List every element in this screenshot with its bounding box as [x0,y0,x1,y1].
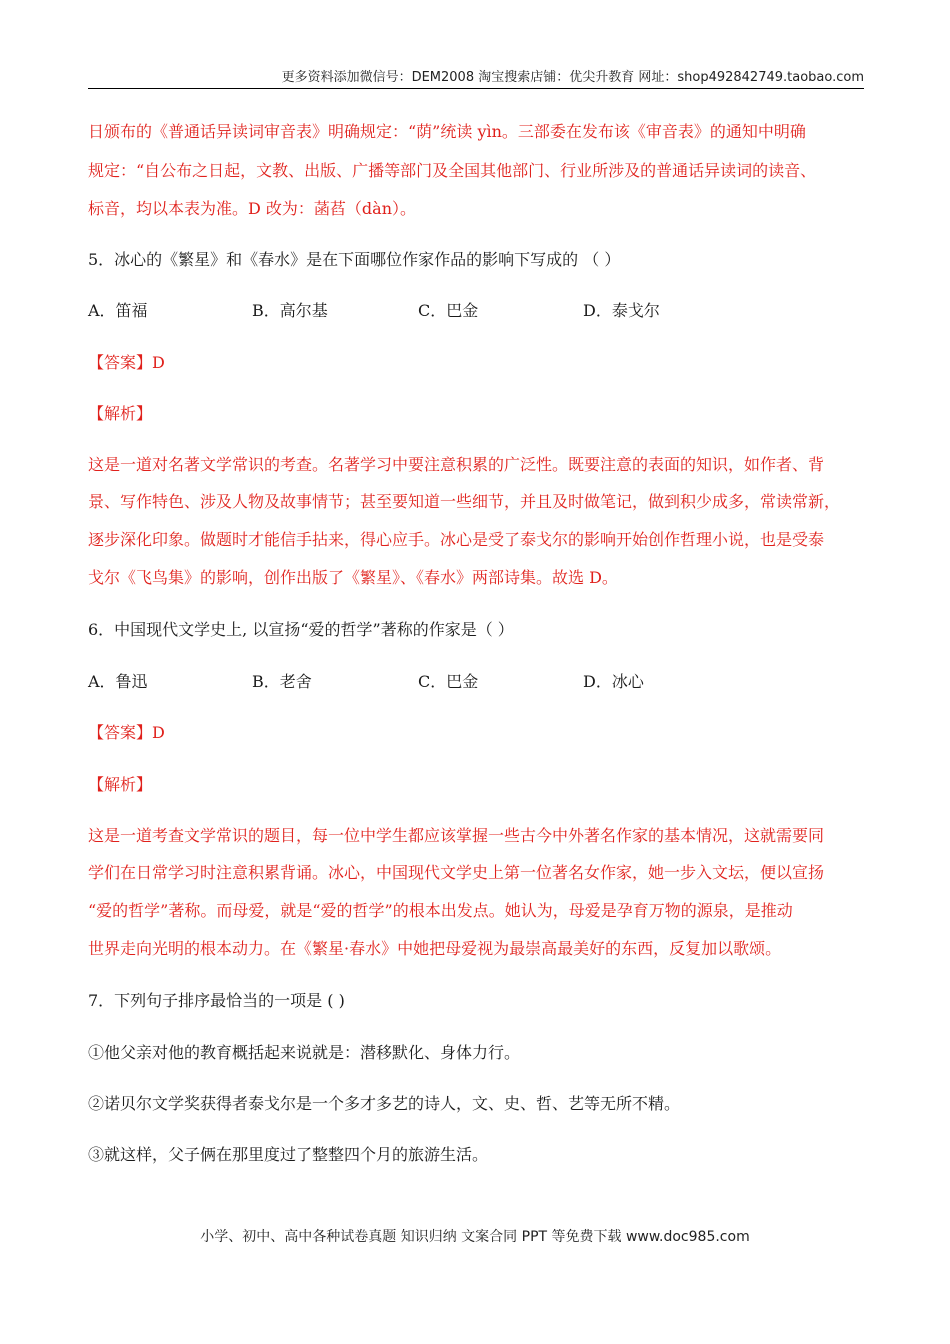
q5-answer: 【答案】D [88,353,165,372]
q6-analysis-label: 【解析】 [88,775,153,794]
page-footer: 小学、初中、高中各种试卷真题 知识归纳 文案合同 PPT 等免费下载 www.doc985.com [200,1229,750,1245]
q5-analysis-line: 戈尔《飞鸟集》的影响，创作出版了《繁星》、《春水》两部诗集。故选 D。 [88,568,618,587]
q5-option-c: C．巴金 [418,301,479,320]
q6-analysis-line: “爱的哲学”著称。而母爱，就是“爱的哲学”的根本出发点。她认为，母爱是孕育万物的源泉，是推动 [88,901,793,920]
q7-sentence: ②诺贝尔文学奖获得者泰戈尔是一个多才多艺的诗人，文、史、哲、艺等无所不精。 [88,1094,681,1113]
q5-analysis-line: 逐步深化印象。做题时才能信手拈来，得心应手。冰心是受了泰戈尔的影响开始创作哲理小说，也是受泰 [88,530,825,549]
header-divider [88,88,864,89]
q5-analysis-label: 【解析】 [88,404,153,423]
q5-option-a: A．笛福 [88,301,148,320]
question-6: 6．中国现代文学史上, 以宣扬“爱的哲学”著称的作家是（ ） [88,620,514,639]
q6-answer: 【答案】D [88,723,165,742]
q5-analysis-line: 景、写作特色、涉及人物及故事情节；甚至要知道一些细节，并且及时做笔记，做到积少成多，常读常新， [88,492,841,511]
q5-option-d: D．泰戈尔 [583,301,660,320]
q6-option-a: A．鲁迅 [88,672,148,691]
page-header: 更多资料添加微信号：DEM2008 淘宝搜索店铺：优尖升教育 网址：shop492842749.taobao.com [281,70,864,85]
q6-option-b: B．老舍 [252,672,312,691]
intro-line: 日颁布的《普通话异读词审音表》明确规定：“荫”统读 yìn。三部委在发布该《审音表》的通知中明确 [88,122,806,141]
q6-analysis-line: 世界走向光明的根本动力。在《繁星·春水》中她把母爱视为最崇高最美好的东西，反复加以歌颂。 [88,939,782,958]
q5-analysis-line: 这是一道对名著文学常识的考查。名著学习中要注意积累的广泛性。既要注意的表面的知识，如作者、背 [88,455,825,474]
q6-analysis-line: 这是一道考查文学常识的题目，每一位中学生都应该掌握一些古今中外著名作家的基本情况，这就需要同 [88,826,825,845]
q7-sentence: ③就这样，父子俩在那里度过了整整四个月的旅游生活。 [88,1145,489,1164]
q6-option-c: C．巴金 [418,672,479,691]
q7-sentence: ①他父亲对他的教育概括起来说就是：潜移默化、身体力行。 [88,1043,521,1062]
question-5: 5．冰心的《繁星》和《春水》是在下面哪位作家作品的影响下写成的 （ ） [88,250,621,269]
q6-analysis-line: 学们在日常学习时注意积累背诵。冰心，中国现代文学史上第一位著名女作家，她一步入文坛，便以宣扬 [88,863,825,882]
q6-option-d: D．冰心 [583,672,644,691]
question-7: 7．下列句子排序最恰当的一项是 ( ) [88,991,345,1010]
intro-line: 标音，均以本表为准。D 改为：菡萏（dàn）。 [88,199,417,218]
intro-line: 规定：“自公布之日起，文教、出版、广播等部门及全国其他部门、行业所涉及的普通话异读词的读音、 [88,161,817,180]
q5-option-b: B．高尔基 [252,301,328,320]
